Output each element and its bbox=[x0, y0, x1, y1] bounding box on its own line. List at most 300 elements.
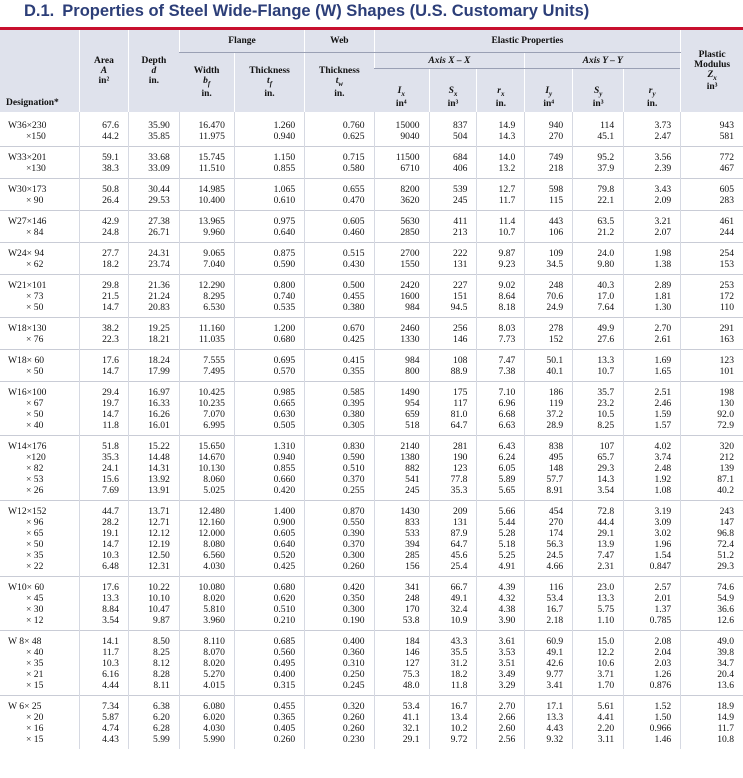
cell-value: × 50 bbox=[26, 302, 44, 313]
cell-value: 5.75 bbox=[597, 604, 615, 615]
cell-value: 7.47 bbox=[498, 355, 516, 366]
cell-value: 32.1 bbox=[402, 723, 420, 734]
cell-value: 7.070 bbox=[203, 409, 225, 420]
cell-value: 684 bbox=[453, 152, 468, 163]
cell-value: 0.847 bbox=[649, 561, 672, 572]
cell-value: 984 bbox=[405, 302, 420, 313]
cell-value: 833 bbox=[405, 517, 420, 528]
cell-value: 8200 bbox=[400, 184, 420, 195]
cell-value: 101 bbox=[719, 366, 734, 377]
cell-value: 0.505 bbox=[273, 420, 296, 431]
cell-value: 5.025 bbox=[203, 485, 225, 496]
cell-value: 882 bbox=[405, 463, 420, 474]
cell-value: 107 bbox=[599, 441, 615, 452]
sy-cell bbox=[573, 275, 624, 318]
cell-value: 0.495 bbox=[273, 658, 296, 669]
cell-value: 2.03 bbox=[654, 658, 672, 669]
web-group-header: Web bbox=[305, 30, 374, 53]
cell-value: 56.3 bbox=[546, 539, 564, 550]
flange-thickness-cell bbox=[234, 350, 304, 382]
cell-value: 12.7 bbox=[498, 184, 516, 195]
cell-value: 254 bbox=[719, 248, 734, 259]
cell-value: 81.0 bbox=[450, 409, 468, 420]
cell-value: 1.150 bbox=[273, 152, 296, 163]
cell-value: 16.01 bbox=[148, 420, 170, 431]
cell-value: 72.9 bbox=[717, 420, 734, 431]
cell-value: 5.990 bbox=[203, 734, 225, 745]
cell-value: 0.210 bbox=[273, 615, 296, 626]
cell-value: 13.3 bbox=[597, 355, 615, 366]
rx-cell bbox=[477, 631, 525, 696]
designation-cell bbox=[0, 179, 79, 211]
cell-value: 0.535 bbox=[273, 302, 296, 313]
cell-value: 8.50 bbox=[153, 636, 170, 647]
cell-value: 20.4 bbox=[717, 669, 734, 680]
cell-value: 4.43 bbox=[102, 734, 119, 745]
cell-value: 0.605 bbox=[273, 528, 296, 539]
cell-value: W 6× 25 bbox=[8, 701, 42, 712]
cell-value: 87.1 bbox=[717, 474, 734, 485]
iy-cell bbox=[525, 696, 573, 750]
cell-value: 5.44 bbox=[498, 517, 516, 528]
cell-value: 245 bbox=[453, 195, 468, 206]
cell-value: 341 bbox=[405, 582, 420, 593]
cell-value: 15.0 bbox=[597, 636, 615, 647]
cell-value: 40.3 bbox=[597, 280, 615, 291]
sx-cell bbox=[429, 179, 477, 211]
cell-value: 1.46 bbox=[654, 734, 672, 745]
zx-cell bbox=[681, 112, 743, 147]
designation-cell bbox=[0, 436, 79, 501]
cell-value: 10.7 bbox=[597, 366, 615, 377]
cell-value: 984 bbox=[405, 355, 420, 366]
cell-value: × 35 bbox=[26, 658, 44, 669]
rx-cell bbox=[477, 275, 525, 318]
ry-cell bbox=[624, 318, 681, 350]
cell-value: 146 bbox=[453, 334, 468, 345]
cell-value: 8.84 bbox=[102, 604, 119, 615]
designation-cell bbox=[0, 696, 79, 750]
cell-value: 1.50 bbox=[654, 712, 672, 723]
cell-value: 29.53 bbox=[148, 195, 170, 206]
cell-value: 87.9 bbox=[450, 528, 468, 539]
cell-value: 16.97 bbox=[148, 387, 170, 398]
cell-value: 1.69 bbox=[654, 355, 672, 366]
cell-value: 0.670 bbox=[342, 323, 365, 334]
cell-value: 539 bbox=[453, 184, 468, 195]
cell-value: 11.7 bbox=[498, 195, 516, 206]
area-cell bbox=[79, 275, 128, 318]
ry-cell bbox=[624, 696, 681, 750]
elastic-group-header: Elastic Properties bbox=[374, 30, 681, 53]
ry-cell bbox=[624, 501, 681, 577]
cell-value: × 12 bbox=[26, 615, 44, 626]
cell-value: 16.33 bbox=[148, 398, 170, 409]
cell-value: 1550 bbox=[400, 259, 420, 270]
cell-value: 24.8 bbox=[102, 227, 119, 238]
sy-cell bbox=[573, 382, 624, 436]
cell-value: 0.455 bbox=[342, 291, 365, 302]
cell-value: 23.74 bbox=[148, 259, 170, 270]
cell-value: 2460 bbox=[400, 323, 420, 334]
cell-value: 4.44 bbox=[102, 680, 119, 691]
sy-cell bbox=[573, 147, 624, 179]
ix-header: $I_x$ in⁴ bbox=[374, 69, 429, 113]
area-cell bbox=[79, 318, 128, 350]
cell-value: ×130 bbox=[26, 163, 46, 174]
cell-value: 174 bbox=[548, 528, 564, 539]
cell-value: 22.3 bbox=[102, 334, 119, 345]
flange-width-header: Width $b_f$ in. bbox=[179, 53, 234, 113]
cell-value: 3.29 bbox=[498, 680, 516, 691]
cell-value: 21.36 bbox=[148, 280, 170, 291]
cell-value: W30×173 bbox=[8, 184, 47, 195]
cell-value: 29.3 bbox=[597, 463, 615, 474]
cell-value: 92.0 bbox=[717, 409, 734, 420]
web-thickness-cell bbox=[305, 112, 374, 147]
cell-value: 35.85 bbox=[148, 131, 170, 142]
zx-cell bbox=[681, 147, 743, 179]
ix-cell bbox=[374, 179, 429, 211]
web-thickness-cell bbox=[305, 147, 374, 179]
cell-value: 13.3 bbox=[546, 712, 564, 723]
depth-cell bbox=[128, 275, 179, 318]
zx-cell bbox=[681, 318, 743, 350]
cell-value: 1.10 bbox=[597, 615, 615, 626]
cell-value: 18.2 bbox=[102, 259, 119, 270]
cell-value: 106 bbox=[548, 227, 564, 238]
flange-thickness-cell bbox=[234, 179, 304, 211]
ry-cell bbox=[624, 147, 681, 179]
cell-value: 541 bbox=[405, 474, 420, 485]
cell-value: 1.37 bbox=[654, 604, 672, 615]
cell-value: 7.38 bbox=[498, 366, 516, 377]
cell-value: 2.09 bbox=[654, 195, 672, 206]
cell-value: 11.8 bbox=[102, 420, 119, 431]
cell-value: 12.19 bbox=[148, 539, 170, 550]
cell-value: 11.160 bbox=[198, 323, 225, 334]
cell-value: 35.7 bbox=[597, 387, 615, 398]
cell-value: 31.2 bbox=[450, 658, 468, 669]
cell-value: 35.5 bbox=[450, 647, 468, 658]
cell-value: 7.555 bbox=[203, 355, 225, 366]
cell-value: W16×100 bbox=[8, 387, 47, 398]
cell-value: 0.875 bbox=[273, 248, 296, 259]
cell-value: 0.640 bbox=[273, 227, 296, 238]
cell-value: 0.380 bbox=[342, 302, 365, 313]
cell-value: 2.01 bbox=[654, 593, 672, 604]
cell-value: 12.6 bbox=[717, 615, 734, 626]
cell-value: 44.4 bbox=[597, 517, 615, 528]
cell-value: 184 bbox=[405, 636, 420, 647]
cell-value: 24.5 bbox=[546, 550, 564, 561]
cell-value: 0.680 bbox=[273, 582, 296, 593]
cell-value: 2420 bbox=[400, 280, 420, 291]
cell-value: 114 bbox=[600, 120, 615, 131]
cell-value: 18.9 bbox=[717, 701, 734, 712]
cell-value: 291 bbox=[719, 323, 734, 334]
cell-value: 0.785 bbox=[649, 615, 672, 626]
cell-value: 8.64 bbox=[498, 291, 516, 302]
cell-value: 39.8 bbox=[717, 647, 734, 658]
area-cell bbox=[79, 179, 128, 211]
cell-value: 21.5 bbox=[102, 291, 119, 302]
cell-value: 4.43 bbox=[546, 723, 564, 734]
cell-value: 0.370 bbox=[342, 539, 365, 550]
sx-cell bbox=[429, 112, 477, 147]
cell-value: 49.0 bbox=[717, 636, 734, 647]
area-cell bbox=[79, 350, 128, 382]
cell-value: 14.7 bbox=[102, 409, 119, 420]
cell-value: 15.650 bbox=[198, 441, 225, 452]
cell-value: 3.73 bbox=[654, 120, 672, 131]
flange-thickness-header: Thickness $t_f$ in. bbox=[234, 53, 304, 113]
cell-value: 72.8 bbox=[597, 506, 615, 517]
cell-value: 5.66 bbox=[498, 506, 516, 517]
cell-value: 248 bbox=[405, 593, 420, 604]
sy-cell bbox=[573, 577, 624, 631]
cell-value: 109 bbox=[548, 248, 564, 259]
cell-value: 0.605 bbox=[342, 216, 365, 227]
cell-value: 222 bbox=[453, 248, 468, 259]
sy-cell bbox=[573, 696, 624, 750]
web-thickness-cell bbox=[305, 211, 374, 243]
cell-value: 29.4 bbox=[102, 387, 119, 398]
cell-value: 9.065 bbox=[203, 248, 225, 259]
cell-value: 2.08 bbox=[654, 636, 672, 647]
sx-header: $S_x$ in³ bbox=[429, 69, 477, 113]
cell-value: 79.8 bbox=[597, 184, 615, 195]
iy-cell bbox=[525, 577, 573, 631]
cell-value: 3.56 bbox=[654, 152, 672, 163]
cell-value: 0.260 bbox=[342, 723, 365, 734]
cell-value: 10.8 bbox=[717, 734, 734, 745]
cell-value: W14×176 bbox=[8, 441, 47, 452]
cell-value: 7.10 bbox=[498, 387, 516, 398]
cell-value: ×150 bbox=[26, 131, 46, 142]
cell-value: 5.61 bbox=[597, 701, 615, 712]
web-thickness-cell bbox=[305, 275, 374, 318]
cell-value: 0.975 bbox=[273, 216, 296, 227]
cell-value: 9040 bbox=[400, 131, 420, 142]
cell-value: 0.760 bbox=[342, 120, 365, 131]
cell-value: 12.290 bbox=[198, 280, 225, 291]
cell-value: 0.660 bbox=[273, 474, 296, 485]
cell-value: 800 bbox=[405, 366, 420, 377]
cell-value: × 65 bbox=[26, 528, 44, 539]
cell-value: 29.3 bbox=[717, 561, 734, 572]
cell-value: 2.20 bbox=[597, 723, 615, 734]
cell-value: 7.34 bbox=[102, 701, 119, 712]
flange-width-cell bbox=[179, 211, 234, 243]
cell-value: 0.245 bbox=[342, 680, 365, 691]
cell-value: 123 bbox=[453, 463, 468, 474]
cell-value: × 40 bbox=[26, 647, 44, 658]
cell-value: × 82 bbox=[26, 463, 44, 474]
cell-value: 4.74 bbox=[102, 723, 119, 734]
cell-value: W10× 60 bbox=[8, 582, 45, 593]
cell-value: 0.715 bbox=[342, 152, 365, 163]
designation-cell bbox=[0, 350, 79, 382]
cell-value: 244 bbox=[719, 227, 734, 238]
cell-value: 9.23 bbox=[498, 259, 516, 270]
cell-value: 0.900 bbox=[273, 517, 296, 528]
ry-cell bbox=[624, 382, 681, 436]
cell-value: 14.3 bbox=[597, 474, 615, 485]
cell-value: 17.99 bbox=[148, 366, 170, 377]
cell-value: 66.7 bbox=[450, 582, 468, 593]
flange-width-cell bbox=[179, 350, 234, 382]
cell-value: 123 bbox=[719, 355, 734, 366]
cell-value: 0.415 bbox=[342, 355, 365, 366]
cell-value: 6.24 bbox=[498, 452, 516, 463]
cell-value: 10.6 bbox=[597, 658, 615, 669]
web-thickness-cell bbox=[305, 631, 374, 696]
cell-value: 0.430 bbox=[342, 259, 365, 270]
cell-value: 0.685 bbox=[273, 636, 296, 647]
flange-width-cell bbox=[179, 631, 234, 696]
depth-cell bbox=[128, 696, 179, 750]
ry-cell bbox=[624, 243, 681, 275]
depth-cell bbox=[128, 436, 179, 501]
flange-group-header: Flange bbox=[179, 30, 304, 53]
web-thickness-cell bbox=[305, 696, 374, 750]
cell-value: 0.625 bbox=[342, 131, 365, 142]
designation-cell bbox=[0, 382, 79, 436]
cell-value: 63.5 bbox=[597, 216, 615, 227]
cell-value: 1490 bbox=[400, 387, 420, 398]
cell-value: 20.83 bbox=[148, 302, 170, 313]
cell-value: 0.610 bbox=[273, 195, 296, 206]
cell-value: 5.99 bbox=[153, 734, 170, 745]
cell-value: 4.39 bbox=[498, 582, 516, 593]
cell-value: 10.7 bbox=[498, 227, 516, 238]
cell-value: 10.10 bbox=[148, 593, 170, 604]
cell-value: 9.32 bbox=[546, 734, 564, 745]
cell-value: 2.60 bbox=[498, 723, 516, 734]
designation-cell bbox=[0, 631, 79, 696]
cell-value: 16.7 bbox=[450, 701, 468, 712]
cell-value: 1.65 bbox=[654, 366, 672, 377]
cell-value: 0.855 bbox=[273, 463, 296, 474]
cell-value: 42.6 bbox=[546, 658, 564, 669]
cell-value: 19.1 bbox=[102, 528, 119, 539]
flange-width-cell bbox=[179, 112, 234, 147]
cell-value: × 84 bbox=[26, 227, 44, 238]
cell-value: 0.455 bbox=[273, 701, 296, 712]
designation-cell bbox=[0, 501, 79, 577]
cell-value: W21×101 bbox=[8, 280, 47, 291]
cell-value: 256 bbox=[453, 323, 468, 334]
cell-value: 4.91 bbox=[498, 561, 516, 572]
cell-value: 163 bbox=[719, 334, 734, 345]
zx-cell bbox=[681, 501, 743, 577]
rx-cell bbox=[477, 696, 525, 750]
cell-value: 127 bbox=[405, 658, 420, 669]
flange-width-cell bbox=[179, 179, 234, 211]
cell-value: 14.7 bbox=[102, 366, 119, 377]
sx-cell bbox=[429, 501, 477, 577]
cell-value: W18× 60 bbox=[8, 355, 45, 366]
cell-value: 8.020 bbox=[203, 658, 225, 669]
cell-value: 3.74 bbox=[654, 452, 672, 463]
cell-value: 6.48 bbox=[102, 561, 119, 572]
sy-cell bbox=[573, 211, 624, 243]
cell-value: 59.1 bbox=[102, 152, 119, 163]
cell-value: 0.425 bbox=[273, 561, 296, 572]
ix-cell bbox=[374, 436, 429, 501]
cell-value: 35.3 bbox=[102, 452, 119, 463]
cell-value: 24.1 bbox=[102, 463, 119, 474]
table-row bbox=[0, 147, 743, 179]
cell-value: 110 bbox=[719, 302, 734, 313]
cell-value: 19.25 bbox=[148, 323, 170, 334]
cell-value: 14.670 bbox=[198, 452, 225, 463]
cell-value: × 53 bbox=[26, 474, 44, 485]
plastic-modulus-header: Plastic Modulus $Z_x$ in³ bbox=[681, 30, 743, 112]
cell-value: 119 bbox=[549, 398, 564, 409]
cell-value: 4.02 bbox=[654, 441, 672, 452]
cell-value: 10.5 bbox=[597, 409, 615, 420]
cell-value: 0.585 bbox=[342, 387, 365, 398]
iy-cell bbox=[525, 112, 573, 147]
cell-value: 0.640 bbox=[273, 539, 296, 550]
cell-value: 67.6 bbox=[102, 120, 119, 131]
cell-value: 0.630 bbox=[273, 409, 296, 420]
cell-value: 131 bbox=[453, 259, 468, 270]
cell-value: 33.68 bbox=[148, 152, 170, 163]
depth-cell bbox=[128, 577, 179, 631]
cell-value: 9.02 bbox=[498, 280, 516, 291]
zx-cell bbox=[681, 436, 743, 501]
flange-width-cell bbox=[179, 318, 234, 350]
designation-cell bbox=[0, 211, 79, 243]
cell-value: 2.07 bbox=[654, 227, 672, 238]
web-thickness-cell bbox=[305, 436, 374, 501]
cell-value: 13.6 bbox=[717, 680, 734, 691]
cell-value: 495 bbox=[548, 452, 564, 463]
cell-value: 14.0 bbox=[498, 152, 516, 163]
cell-value: 11.035 bbox=[198, 334, 225, 345]
flange-thickness-cell bbox=[234, 577, 304, 631]
cell-value: 940 bbox=[548, 120, 564, 131]
cell-value: 7.64 bbox=[597, 302, 615, 313]
flange-width-cell bbox=[179, 501, 234, 577]
table-row bbox=[0, 382, 743, 436]
depth-cell bbox=[128, 147, 179, 179]
ry-cell bbox=[624, 631, 681, 696]
cell-value: 3.11 bbox=[597, 734, 615, 745]
cell-value: 41.1 bbox=[402, 712, 420, 723]
cell-value: 8.12 bbox=[153, 658, 170, 669]
flange-width-cell bbox=[179, 436, 234, 501]
cell-value: 1.98 bbox=[654, 248, 672, 259]
cell-value: 12.71 bbox=[148, 517, 170, 528]
zx-cell bbox=[681, 275, 743, 318]
cell-value: 0.515 bbox=[342, 248, 365, 259]
cell-value: 15000 bbox=[395, 120, 420, 131]
ix-cell bbox=[374, 631, 429, 696]
cell-value: 283 bbox=[719, 195, 734, 206]
cell-value: 213 bbox=[453, 227, 468, 238]
cell-value: 16.470 bbox=[198, 120, 225, 131]
cell-value: 12.160 bbox=[198, 517, 225, 528]
cell-value: 42.9 bbox=[102, 216, 119, 227]
cell-value: 13.2 bbox=[498, 163, 516, 174]
cell-value: × 96 bbox=[26, 517, 44, 528]
cell-value: W 8× 48 bbox=[8, 636, 42, 647]
cell-value: 0.590 bbox=[273, 259, 296, 270]
